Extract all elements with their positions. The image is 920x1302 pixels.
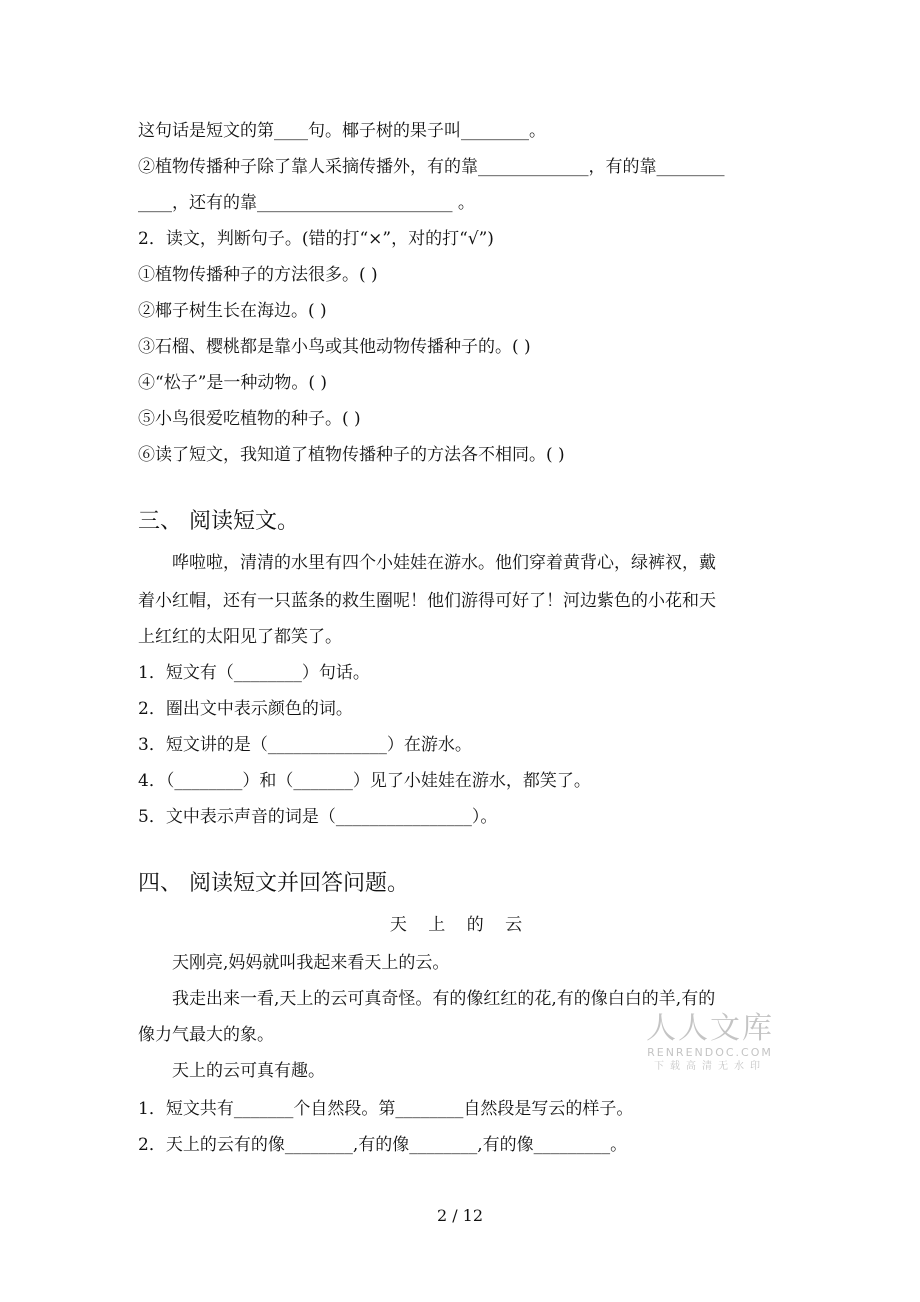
text-line: ____，还有的靠_______________________ 。 — [138, 193, 475, 213]
passage-line: 像力气最大的象。 — [138, 1025, 274, 1045]
question-item: 1．短文有（________）句话。 — [138, 663, 370, 683]
passage-line: 着小红帽，还有一只蓝条的救生圈呢！他们游得可好了！河边紫色的小花和天 — [138, 591, 716, 611]
watermark-url: RENRENDOC.COM — [647, 1046, 773, 1059]
question-item: 1．短文共有_______个自然段。第________自然段是写云的样子。 — [138, 1099, 634, 1119]
watermark-logo — [640, 1012, 780, 1074]
section-heading: 三、 阅读短文。 — [138, 509, 299, 534]
text-line: ②植物传播种子除了靠人采摘传播外，有的靠_____________，有的靠________ — [138, 157, 725, 177]
question-item: 2．圈出文中表示颜色的词。 — [138, 699, 353, 719]
judgement-item: ⑤小鸟很爱吃植物的种子。( ) — [138, 409, 361, 429]
question-item: 4．（________）和（_______）见了小娃娃在游水，都笑了。 — [138, 771, 591, 791]
question-item: 3．短文讲的是（______________）在游水。 — [138, 735, 472, 755]
question-heading: 2．读文，判断句子。(错的打“×”，对的打“√”) — [138, 229, 494, 249]
judgement-item: ④“松子”是一种动物。( ) — [138, 373, 328, 393]
passage-line: 天刚亮,妈妈就叫我起来看天上的云。 — [172, 953, 450, 973]
passage-line: 哗啦啦，清清的水里有四个小娃娃在游水。他们穿着黄背心，绿裤衩，戴 — [172, 553, 716, 573]
passage-line: 天上的云可真有趣。 — [172, 1061, 325, 1081]
judgement-item: ⑥读了短文，我知道了植物传播种子的方法各不相同。( ) — [138, 445, 565, 465]
section-heading: 四、 阅读短文并回答问题。 — [138, 871, 409, 896]
watermark-sub: 下载高清无水印 — [654, 1061, 766, 1072]
story-title: 天 上 的 云 — [389, 915, 531, 935]
judgement-item: ①植物传播种子的方法很多。( ) — [138, 265, 378, 285]
judgement-item: ②椰子树生长在海边。( ) — [138, 301, 327, 321]
passage-line: 我走出来一看,天上的云可真奇怪。有的像红红的花,有的像白白的羊,有的 — [172, 989, 716, 1009]
page-number: 2 / 12 — [436, 1206, 484, 1225]
question-item: 2．天上的云有的像________,有的像________,有的像_________。 — [138, 1135, 628, 1155]
watermark-brand: 人人文库 — [646, 1011, 774, 1046]
text-line: 这句话是短文的第____句。椰子树的果子叫________。 — [138, 121, 546, 141]
question-item: 5．文中表示声音的词是（________________）。 — [138, 807, 498, 827]
judgement-item: ③石榴、樱桃都是靠小鸟或其他动物传播种子的。( ) — [138, 337, 531, 357]
passage-line: 上红红的太阳见了都笑了。 — [138, 627, 342, 647]
